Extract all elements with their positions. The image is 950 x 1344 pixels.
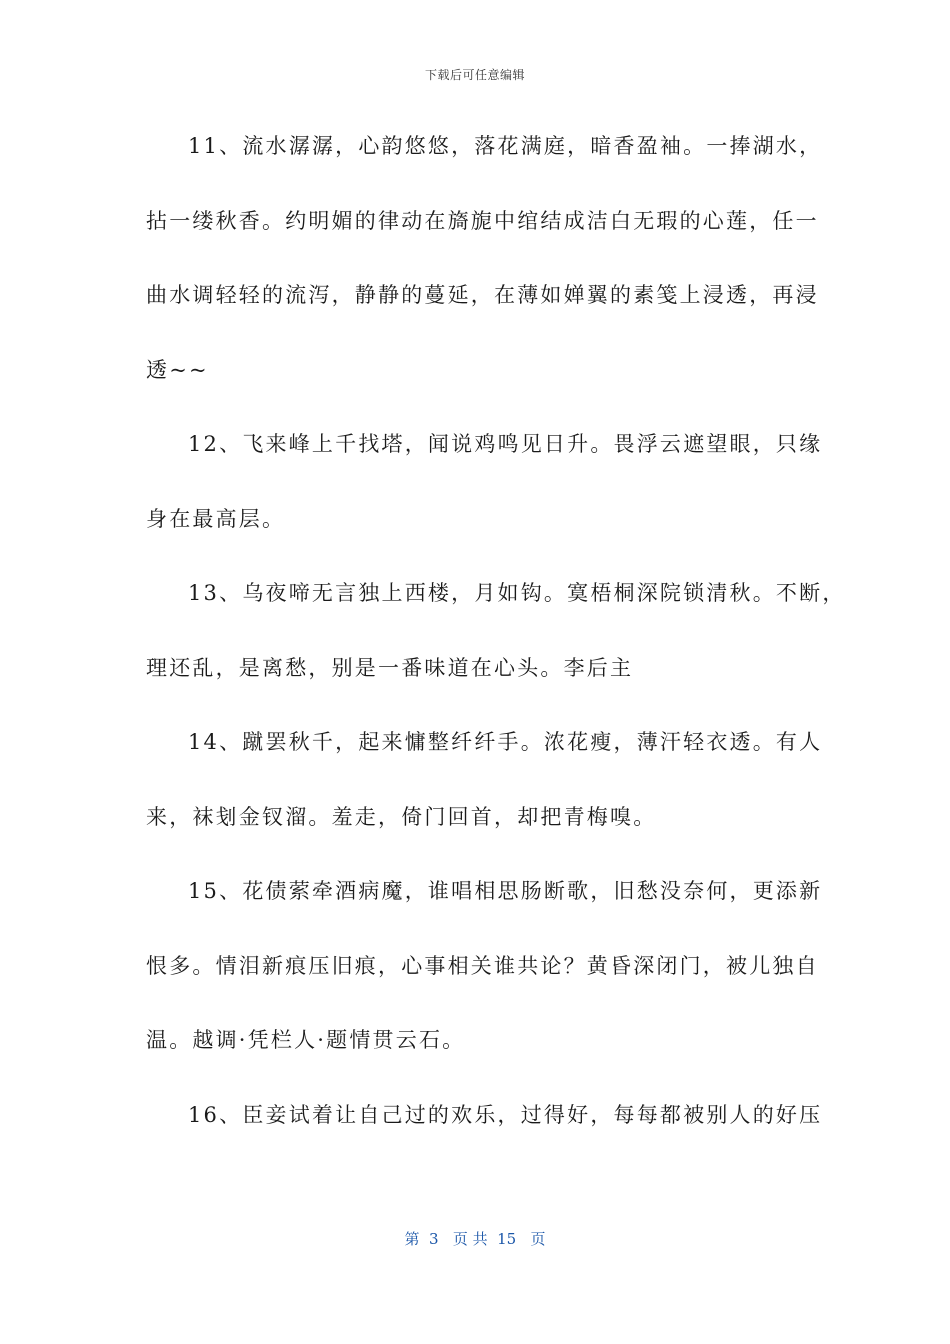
text-line: 曲水调轻轻的流泻，静静的蔓延，在薄如婵翼的素笺上浸透，再浸: [146, 283, 819, 307]
text-line: 13、乌夜啼无言独上西楼，月如钩。寞梧桐深院锁清秋。不断，: [188, 581, 846, 605]
page-number-footer: 第 3 页 共 15 页: [404, 1230, 546, 1248]
document-body: [146, 128, 846, 1171]
page-header: 下载后可任意编辑: [424, 68, 525, 82]
text-line: 16、臣妾试着让自己过的欢乐，过得好，每每都被别人的好压: [188, 1102, 823, 1127]
text-line: 拈一缕秋香。约明媚的律动在旖旎中绾结成洁白无瑕的心莲，任一: [146, 208, 819, 233]
text-line: 11、流水潺潺，心韵悠悠，落花满庭，暗香盈袖。一捧湖水，: [188, 134, 823, 158]
text-line: 身在最高层。: [146, 506, 286, 531]
text-line: 14、蹴罢秋千，起来慵整纤纤手。浓花瘦，薄汗轻衣透。有人: [188, 730, 823, 754]
text-line: 透~~: [146, 357, 209, 382]
text-line: 温。越调·凭栏人·题情贯云石。: [146, 1028, 466, 1052]
text-line: 理还乱，是离愁，别是一番味道在心头。李后主: [146, 655, 634, 680]
text-line: 恨多。情泪新痕压旧痕，心事相关谁共论？黄昏深闭门，被儿独自: [146, 953, 819, 978]
text-line: 15、花债萦牵酒病魔，谁唱相思肠断歌，旧愁没奈何，更添新: [188, 879, 823, 903]
text-line: 来，袜刬金钗溜。羞走，倚门回首，却把青梅嗅。: [146, 804, 657, 829]
text-line: 12、飞来峰上千找塔，闻说鸡鸣见日升。畏浮云遮望眼，只缘: [188, 432, 823, 456]
